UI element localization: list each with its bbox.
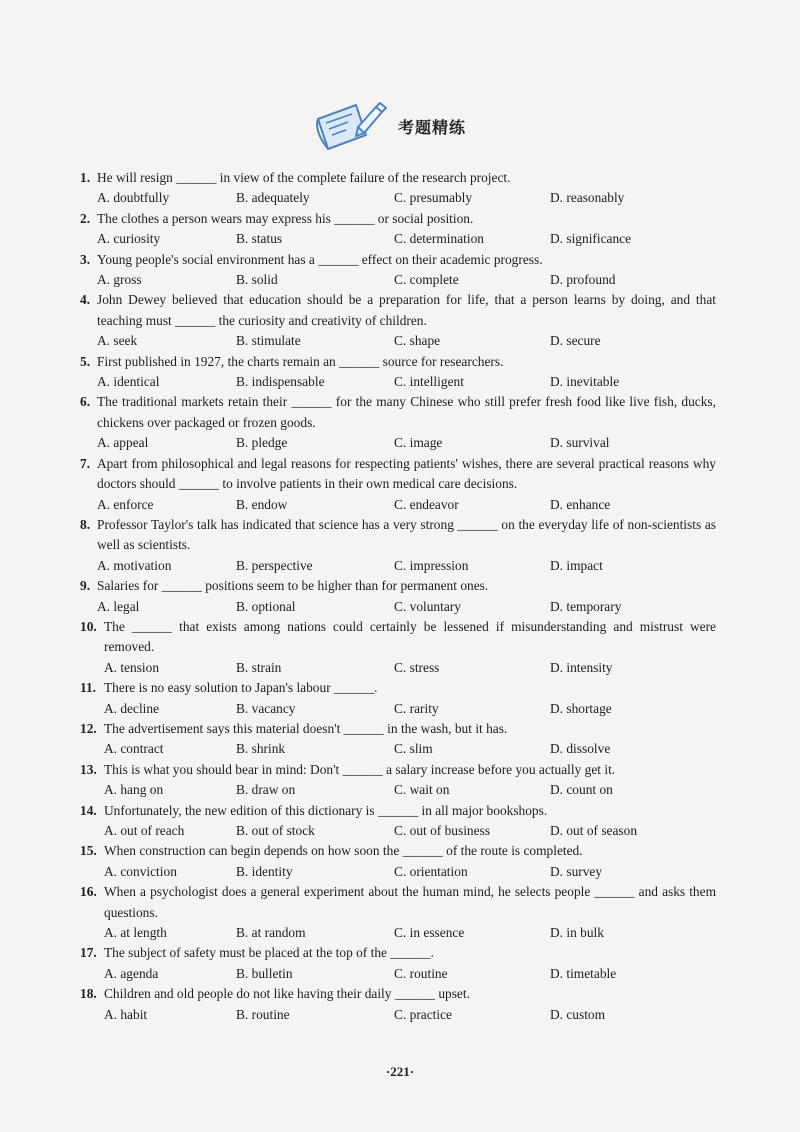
option-b: B. at random (236, 925, 306, 941)
question-number: 17. (80, 945, 97, 961)
answer-options (80, 331, 716, 351)
option-a: A. enforce (97, 496, 154, 512)
section-header (312, 96, 466, 156)
question-text: The traditional markets retain their ______ for the many Chinese who still prefer fresh food like live fish, ducks, chickens over packaged or frozen goods. (97, 394, 716, 430)
option-a: A. out of reach (104, 823, 185, 838)
answer-options (80, 862, 716, 882)
option-d: D. count on (550, 782, 613, 798)
question-10 (80, 617, 716, 678)
question-stem (80, 678, 716, 698)
question-17 (80, 943, 716, 984)
option-b: B. solid (236, 272, 278, 288)
option-a: A. curiosity (97, 231, 161, 247)
option-d: D. out of season (550, 823, 638, 838)
option-c: C. determination (394, 231, 484, 247)
option-a: A. tension (104, 659, 160, 675)
question-number: 16. (80, 884, 97, 900)
question-number: 7. (80, 455, 91, 471)
option-c: C. impression (394, 557, 469, 573)
option-c: C. orientation (394, 863, 468, 879)
option-b: B. adequately (236, 190, 310, 206)
page-number: ·221· (385, 1064, 415, 1079)
question-text: Apart from philosophical and legal reasons for respecting patients' wishes, there are several practical reasons why doctors should ______ to involve patients in their own medical care decisions. (97, 455, 716, 492)
option-d: D. impact (550, 557, 603, 573)
question-number: 1. (80, 170, 91, 185)
option-c: C. wait on (394, 782, 450, 798)
question-text: Unfortunately, the new edition of this dictionary is ______ in all major bookshops. (104, 802, 548, 818)
question-text: When construction can begin depends on how soon the ______ of the route is completed. (104, 843, 583, 859)
option-c: C. routine (394, 965, 448, 981)
answer-options (80, 433, 716, 453)
practice-pencil-icon (312, 97, 392, 155)
question-11 (80, 678, 716, 719)
question-number: 2. (80, 210, 91, 226)
option-c: C. presumably (394, 190, 473, 206)
option-d: D. timetable (550, 965, 617, 981)
answer-options (80, 495, 716, 515)
question-number: 11. (80, 680, 96, 696)
question-stem (80, 719, 716, 739)
question-6 (80, 392, 716, 453)
question-text: The clothes a person wears may express his ______ or social position. (97, 210, 474, 226)
question-stem (80, 617, 716, 658)
option-c: C. rarity (394, 700, 439, 716)
answer-options (80, 699, 716, 719)
option-b: B. perspective (236, 557, 313, 573)
option-b: B. shrink (236, 741, 286, 757)
option-c: C. practice (394, 1006, 452, 1022)
question-number: 18. (80, 986, 97, 1002)
option-b: B. bulletin (236, 965, 293, 981)
option-d: D. survey (550, 863, 603, 879)
option-b: B. out of stock (236, 823, 315, 838)
question-stem (80, 984, 716, 1004)
question-text: The subject of safety must be placed at the top of the ______. (104, 945, 434, 961)
question-2 (80, 209, 716, 250)
question-3 (80, 250, 716, 291)
question-stem (80, 209, 716, 229)
option-b: B. pledge (236, 435, 288, 451)
answer-options (80, 556, 716, 576)
answer-options (80, 1005, 716, 1025)
question-number: 10. (80, 618, 97, 634)
option-c: C. voluntary (394, 598, 461, 614)
question-12 (80, 719, 716, 760)
question-text: When a psychologist does a general experiment about the human mind, he selects people ______ and asks them questions. (104, 884, 716, 920)
option-a: A. legal (97, 598, 140, 614)
answer-options (80, 229, 716, 249)
answer-options (80, 658, 716, 678)
option-d: D. shortage (550, 700, 612, 716)
question-13 (80, 760, 716, 801)
answer-options (80, 821, 716, 841)
question-number: 9. (80, 578, 91, 594)
option-d: D. reasonably (550, 190, 625, 206)
question-number: 4. (80, 292, 91, 308)
answer-options (80, 964, 716, 984)
question-15 (80, 841, 716, 882)
option-b: B. indispensable (236, 374, 325, 390)
option-d: D. inevitable (550, 374, 620, 390)
option-c: C. slim (394, 741, 433, 757)
question-number: 3. (80, 251, 91, 267)
option-c: C. intelligent (394, 374, 464, 390)
answer-options (80, 739, 716, 759)
question-text: He will resign ______ in view of the complete failure of the research project. (97, 170, 511, 185)
question-stem (80, 882, 716, 923)
question-stem (80, 290, 716, 331)
option-a: A. contract (104, 741, 164, 757)
question-4 (80, 290, 716, 351)
question-stem (80, 392, 716, 433)
option-a: A. decline (104, 700, 160, 716)
question-stem (80, 760, 716, 780)
option-a: A. gross (97, 272, 142, 288)
question-stem (80, 352, 716, 372)
question-1 (80, 168, 716, 209)
question-14 (80, 801, 716, 842)
question-text: John Dewey believed that education should be a preparation for life, that a person learns by doing, and that teaching must ______ the curiosity and creativity of children. (97, 292, 716, 328)
question-16 (80, 882, 716, 943)
question-list (80, 168, 716, 1025)
option-b: B. draw on (236, 782, 296, 798)
answer-options (80, 270, 716, 290)
question-text: This is what you should bear in mind: Don't ______ a salary increase before you actually get it. (104, 761, 616, 777)
option-a: A. at length (104, 925, 167, 941)
question-number: 15. (80, 843, 97, 859)
question-number: 5. (80, 353, 91, 369)
option-a: A. hang on (104, 782, 164, 798)
answer-options (80, 597, 716, 617)
option-d: D. custom (550, 1006, 606, 1022)
question-18 (80, 984, 716, 1025)
question-9 (80, 576, 716, 617)
option-a: A. doubtfully (97, 190, 170, 206)
option-d: D. significance (550, 231, 632, 247)
question-stem (80, 168, 716, 188)
option-d: D. secure (550, 333, 601, 349)
question-stem (80, 515, 716, 556)
option-d: D. in bulk (550, 925, 604, 941)
option-a: A. seek (97, 333, 138, 349)
option-d: D. dissolve (550, 741, 611, 757)
option-d: D. intensity (550, 659, 613, 675)
question-number: 8. (80, 516, 91, 532)
option-c: C. complete (394, 272, 459, 288)
option-a: A. conviction (104, 863, 177, 879)
question-stem (80, 943, 716, 963)
option-c: C. shape (394, 333, 441, 349)
question-stem (80, 576, 716, 596)
question-7 (80, 454, 716, 515)
question-stem (80, 454, 716, 495)
option-b: B. identity (236, 863, 293, 879)
option-d: D. enhance (550, 496, 611, 512)
question-text: There is no easy solution to Japan's labour ______. (104, 680, 378, 696)
option-c: C. out of business (394, 823, 490, 838)
option-a: A. motivation (97, 557, 172, 573)
question-number: 13. (80, 761, 97, 777)
option-b: B. routine (236, 1006, 290, 1022)
question-5 (80, 352, 716, 393)
option-b: B. endow (236, 496, 288, 512)
option-c: C. endeavor (394, 496, 459, 512)
question-stem (80, 250, 716, 270)
answer-options (80, 923, 716, 943)
question-8 (80, 515, 716, 576)
option-c: C. in essence (394, 925, 465, 941)
option-b: B. vacancy (236, 700, 296, 716)
question-number: 6. (80, 394, 91, 410)
option-a: A. identical (97, 374, 160, 390)
question-text: Salaries for ______ positions seem to be higher than for permanent ones. (97, 578, 489, 594)
option-d: D. temporary (550, 598, 622, 614)
option-a: A. habit (104, 1006, 148, 1022)
section-title: 考题精练 (398, 117, 467, 137)
question-stem (80, 801, 716, 821)
question-text: The ______ that exists among nations could certainly be lessened if misunderstanding and mistrust were removed. (104, 618, 716, 655)
option-d: D. survival (550, 435, 610, 451)
question-text: Professor Taylor's talk has indicated that science has a very strong ______ on the everyday life of non-scientists as well as scientists. (97, 516, 716, 553)
option-b: B. status (236, 231, 283, 247)
question-number: 12. (80, 720, 97, 736)
answer-options (80, 188, 716, 208)
question-number: 14. (80, 802, 97, 818)
option-d: D. profound (550, 272, 616, 288)
question-text: Young people's social environment has a ______ effect on their academic progress. (97, 251, 543, 267)
question-text: Children and old people do not like having their daily ______ upset. (104, 986, 470, 1002)
option-a: A. appeal (97, 435, 149, 451)
question-stem (80, 841, 716, 861)
option-b: B. optional (236, 598, 296, 614)
option-a: A. agenda (104, 965, 159, 981)
answer-options (80, 372, 716, 392)
question-text: First published in 1927, the charts remain an ______ source for researchers. (97, 353, 504, 369)
option-b: B. strain (236, 659, 282, 675)
option-c: C. image (394, 435, 443, 451)
option-c: C. stress (394, 659, 440, 675)
option-b: B. stimulate (236, 333, 301, 349)
question-text: The advertisement says this material doesn't ______ in the wash, but it has. (104, 720, 508, 736)
answer-options (80, 780, 716, 800)
